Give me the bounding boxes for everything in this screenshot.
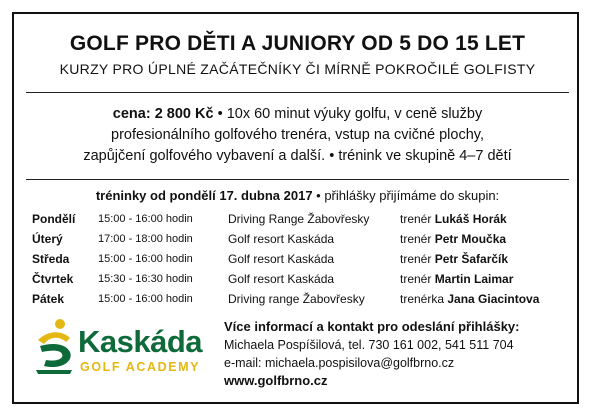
trainer-prefix: trenér	[400, 232, 435, 246]
trainer-prefix: trenér	[400, 272, 435, 286]
schedule-trainer	[400, 252, 508, 266]
schedule-place: Golf resort Kaskáda	[228, 252, 335, 266]
schedule-day: Pátek	[32, 292, 65, 306]
logo-name: Kaskáda	[78, 324, 203, 359]
schedule-time: 17:00 - 18:00 hodin	[98, 233, 193, 245]
schedule-time: 15:00 - 16:00 hodin	[98, 293, 193, 305]
price-line-1-text: • 10x 60 minut výuky golfu, v ceně služby	[213, 106, 483, 122]
schedule-trainer	[400, 232, 506, 246]
golfer-ground	[36, 370, 72, 374]
page-subtitle: KURZY PRO ÚPLNÉ ZAČÁTEČNÍKY ČI MÍRNĚ POKROČILÉ GOLFISTY	[59, 61, 536, 77]
schedule-row	[0, 232, 595, 252]
schedule-heading	[0, 188, 595, 203]
golfer-body	[40, 344, 71, 367]
price-line-3: zapůjčení golfového vybavení a další. • trénink ve skupině 4–7 dětí	[83, 148, 512, 164]
schedule-row	[0, 272, 595, 292]
contact-person: Michaela Pospíšilová, tel. 730 161 002, 541 511 704	[224, 338, 514, 352]
contact-website-link[interactable]: www.golfbrno.cz	[224, 373, 328, 388]
schedule-day: Úterý	[32, 232, 63, 246]
schedule-place: Golf resort Kaskáda	[228, 232, 335, 246]
schedule-day: Čtvrtek	[32, 272, 74, 286]
trainer-prefix: trenérka	[400, 292, 448, 306]
trainer-prefix: trenér	[400, 252, 435, 266]
divider-middle	[26, 179, 569, 180]
schedule-trainer	[400, 272, 513, 286]
schedule-row	[0, 212, 595, 232]
kaskada-logo	[30, 316, 220, 376]
price-label: cena: 2 800 Kč	[112, 106, 214, 122]
trainer-name: Lukáš Horák	[434, 212, 507, 226]
golfer-arm	[38, 332, 70, 344]
contact-email[interactable]: e-mail: michaela.pospisilova@golfbrno.cz	[224, 356, 455, 370]
price-line-1	[40, 104, 555, 125]
schedule-row	[0, 292, 595, 312]
schedule-day: Pondělí	[32, 212, 76, 226]
schedule-heading-text: • přihlášky přijímáme do skupin:	[312, 188, 500, 203]
schedule-place: Driving Range Žabovřesky	[228, 212, 370, 226]
logo-subtitle: GOLF ACADEMY	[80, 360, 201, 374]
schedule-time: 15:00 - 16:00 hodin	[98, 253, 193, 265]
golfer-icon	[30, 316, 78, 376]
schedule-time: 15:30 - 16:30 hodin	[98, 273, 193, 285]
page-title: GOLF PRO DĚTI A JUNIORY OD 5 DO 15 LET	[69, 32, 526, 55]
contact-block	[224, 318, 519, 390]
schedule-row	[0, 252, 595, 272]
price-block	[40, 104, 555, 167]
schedule-time: 15:00 - 16:00 hodin	[98, 213, 193, 225]
schedule-place: Golf resort Kaskáda	[228, 272, 335, 286]
price-line-2: profesionálního golfového trenéra, vstup na cvičné plochy,	[111, 127, 484, 143]
trainer-prefix: trenér	[400, 212, 435, 226]
trainer-name: Martin Laimar	[434, 272, 514, 286]
schedule-trainer	[400, 212, 507, 226]
divider-top	[26, 92, 569, 93]
schedule-place: Driving range Žabovřesky	[228, 292, 365, 306]
schedule-heading-date: tréninky od pondělí 17. dubna 2017	[95, 188, 313, 203]
contact-title: Více informací a kontakt pro odeslání přihlášky:	[224, 319, 520, 334]
schedule-day: Středa	[32, 252, 70, 266]
trainer-name: Petr Šafarčík	[434, 252, 509, 266]
trainer-name: Petr Moučka	[434, 232, 507, 246]
schedule-trainer	[400, 292, 539, 306]
golfer-head	[55, 319, 65, 329]
trainer-name: Jana Giacintova	[447, 292, 540, 306]
